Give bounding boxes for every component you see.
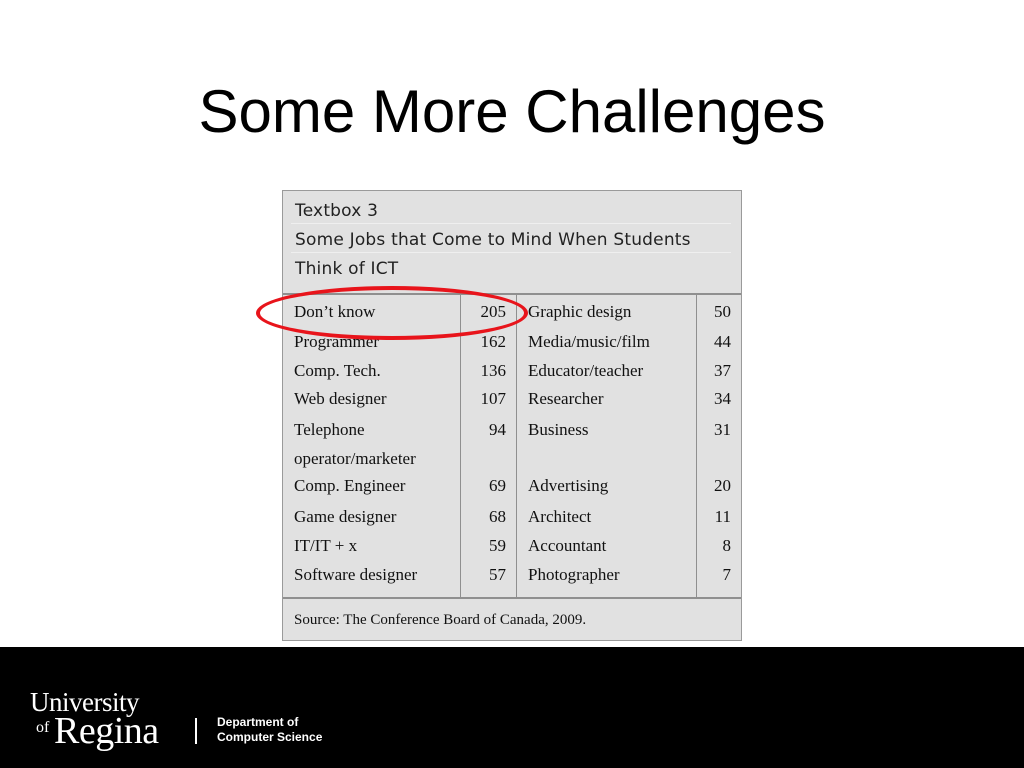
column-divider [516,295,517,599]
table-cell-job: Telephone [294,420,365,439]
table-cell-job: Photographer [528,565,620,584]
table-cell-job: Don’t know [294,302,376,321]
slide-title: Some More Challenges [198,78,826,145]
table-cell-count: 31 [714,420,731,439]
table-cell-count: 20 [714,476,731,495]
highlight-ring-annotation [256,286,528,340]
textbox-source [283,597,741,640]
table-cell-count: 136 [480,361,506,380]
table-cell-job: Business [528,420,589,439]
table-cell-count: 11 [714,507,731,526]
table-cell-count: 162 [480,332,506,351]
department-line-1: Department of [217,715,299,729]
table-cell-count: 205 [480,302,506,321]
table-cell-count: 44 [714,332,731,351]
table-cell-job: Game designer [294,507,397,526]
column-divider [460,295,461,599]
logo-university-text: University [30,687,139,717]
table-cell-count: 107 [480,389,506,408]
table-cell-job: Comp. Engineer [294,476,406,495]
column-divider [696,295,697,599]
textbox-header [283,191,741,295]
textbox-image [282,190,742,641]
table-cell-job: Architect [528,507,592,526]
logo-regina-text: Regina [54,710,159,752]
table-cell-count: 37 [714,361,731,380]
table-cell-count: 34 [714,389,731,408]
table-cell-count: 7 [722,565,731,584]
table-cell-count: 8 [722,536,731,555]
table-cell-job: Software designer [294,565,418,584]
table-cell-job: Graphic design [528,302,632,321]
footer-bar [0,647,1024,768]
table-cell-count: 50 [714,302,731,321]
table-cell-count: 59 [489,536,506,555]
textbox-caption-line-2: Think of ICT [295,259,399,279]
table-cell-job: Programmer [294,332,379,351]
textbox-caption-line-1: Some Jobs that Come to Mind When Students [295,230,691,250]
logo-of-text: of [36,719,50,736]
table-cell-count: 94 [489,420,506,439]
table-cell-count: 68 [489,507,506,526]
source-text: Source: The Conference Board of Canada, 2009. [294,612,587,628]
table-cell-job: Web designer [294,389,387,408]
textbox-label: Textbox 3 [295,201,379,221]
table-cell-job: Educator/teacher [528,361,644,380]
department-line-2: Computer Science [217,730,323,744]
table-cell-count: 57 [489,565,506,584]
table-cell-job: Comp. Tech. [294,361,381,380]
table-cell-job-continued: operator/marketer [294,449,416,468]
table-cell-job: Accountant [528,536,607,555]
table-cell-job: Advertising [528,476,609,495]
table-cell-job: Media/music/film [528,332,650,351]
table-cell-job: Researcher [528,389,604,408]
footer-divider [195,718,197,744]
table-cell-job: IT/IT + x [294,536,358,555]
table-cell-count: 69 [489,476,506,495]
